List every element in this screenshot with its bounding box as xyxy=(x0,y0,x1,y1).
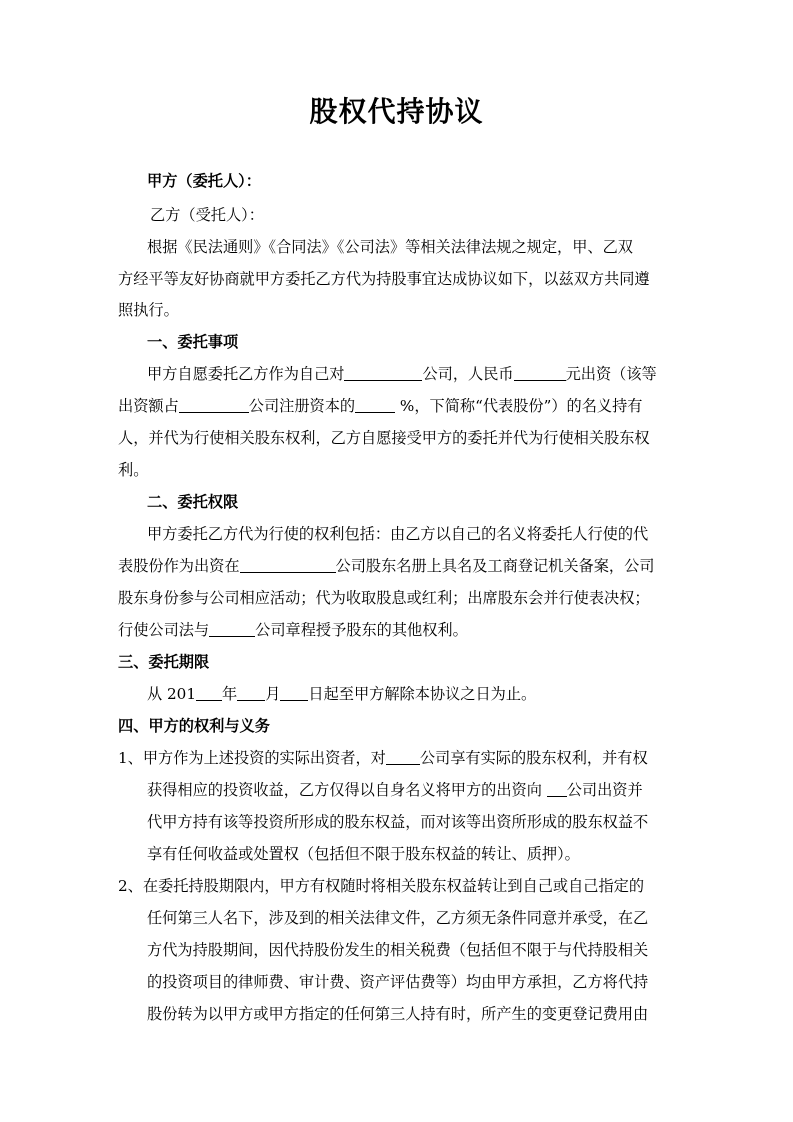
blank-day xyxy=(280,684,308,701)
section-2-line-4 xyxy=(118,619,468,641)
text: 获得相应的投资收益，乙方仅得以自身名义将甲方的出资向 xyxy=(147,781,547,799)
item-1-line-4: 享有任何收益或处置权（包括但不限于股东权益的转让、质押）。 xyxy=(147,845,580,863)
section-4-heading: 四、甲方的权利与义务 xyxy=(118,717,270,735)
item-2-line-3: 方代为持股期间，因代持股份发生的相关税费（包括但不限于与代持股相关 xyxy=(147,941,649,959)
section-3-heading: 三、委托期限 xyxy=(118,653,210,671)
item-1-line-1 xyxy=(118,747,648,769)
preamble-line-2: 方经平等友好协商就甲方委托乙方代为持股事宜达成协议如下，以兹双方共同遵 xyxy=(118,270,650,288)
section-1-line-2 xyxy=(118,395,642,417)
text: 行使公司法与 xyxy=(118,621,210,639)
item-2-line-4: 的投资项目的律师费、审计费、资产评估费等）均由甲方承担，乙方将代持 xyxy=(147,973,649,991)
section-1-line-1 xyxy=(147,363,657,385)
text: 公司出资并 xyxy=(566,781,643,799)
text: 日起至甲方解除本协议之日为止。 xyxy=(308,685,537,703)
section-2-heading: 二、委托权限 xyxy=(147,493,239,511)
blank-company xyxy=(240,556,336,573)
item-1-line-3: 代甲方持有该等投资所形成的股东权益，而对该等出资所形成的股东权益不 xyxy=(147,813,649,831)
blank-company xyxy=(386,748,420,765)
text: 从 201 xyxy=(147,685,197,703)
blank-company xyxy=(209,620,255,637)
text: 元出资（该等 xyxy=(565,365,657,383)
item-2-line-5: 股份转为以甲方或甲方指定的任何第三人持有时，所产生的变更登记费用由 xyxy=(147,1005,649,1023)
preamble-line-3: 照执行。 xyxy=(118,301,179,319)
section-1-line-3: 人，并代为行使相关股东权利，乙方自愿接受甲方的委托并代为行使相关股东权 xyxy=(118,429,650,447)
text: 月 xyxy=(265,685,281,703)
text: 公司章程授予股东的其他权利。 xyxy=(255,621,468,639)
section-2-line-3: 股东身份参与公司相应活动；代为收取股息或红利；出席股东会并行使表决权； xyxy=(118,589,650,607)
party-a-label: 甲方（委托人）： xyxy=(147,172,261,190)
blank-month xyxy=(237,684,265,701)
blank-company xyxy=(179,396,249,413)
text: 1、甲方作为上述投资的实际出资者，对 xyxy=(118,749,386,767)
item-1-line-2 xyxy=(147,779,643,801)
text: 公司股东名册上具名及工商登记机关备案，公司 xyxy=(335,557,655,575)
item-2-line-1: 2、在委托持股期限内，甲方有权随时将相关股东权益转让到自己或自己指定的 xyxy=(118,877,645,895)
text: 表股份作为出资在 xyxy=(118,557,240,575)
text: 出资额占 xyxy=(118,397,179,415)
document-title: 股权代持协议 xyxy=(309,95,484,128)
section-1-heading: 一、委托事项 xyxy=(147,333,239,351)
text: 年 xyxy=(222,685,238,703)
blank-amount xyxy=(514,364,566,381)
item-2-line-2: 任何第三人名下，涉及到的相关法律文件，乙方须无条件同意并承受，在乙 xyxy=(147,909,649,927)
blank-percent xyxy=(355,396,395,413)
section-2-line-1: 甲方委托乙方代为行使的权利包括：由乙方以自己的名义将委托人行使的代 xyxy=(147,525,649,543)
blank-company xyxy=(344,364,422,381)
section-3-line-1 xyxy=(147,683,536,705)
party-b-label: 乙方（受托人）： xyxy=(150,206,264,224)
section-2-line-2 xyxy=(118,555,654,577)
text: 公司注册资本的 xyxy=(248,397,356,415)
section-1-line-4: 利。 xyxy=(118,461,149,479)
text: 公司，人民币 xyxy=(422,365,514,383)
blank-company xyxy=(547,780,567,797)
text: 甲方自愿委托乙方作为自己对 xyxy=(147,365,345,383)
blank-year xyxy=(196,684,222,701)
text: %，下简称“代表股份”）的名义持有 xyxy=(395,397,643,415)
preamble-line-1: 根据《民法通则》《合同法》《公司法》等相关法律法规之规定，甲、乙双 xyxy=(147,238,633,256)
text: 公司享有实际的股东权利，并有权 xyxy=(419,749,648,767)
